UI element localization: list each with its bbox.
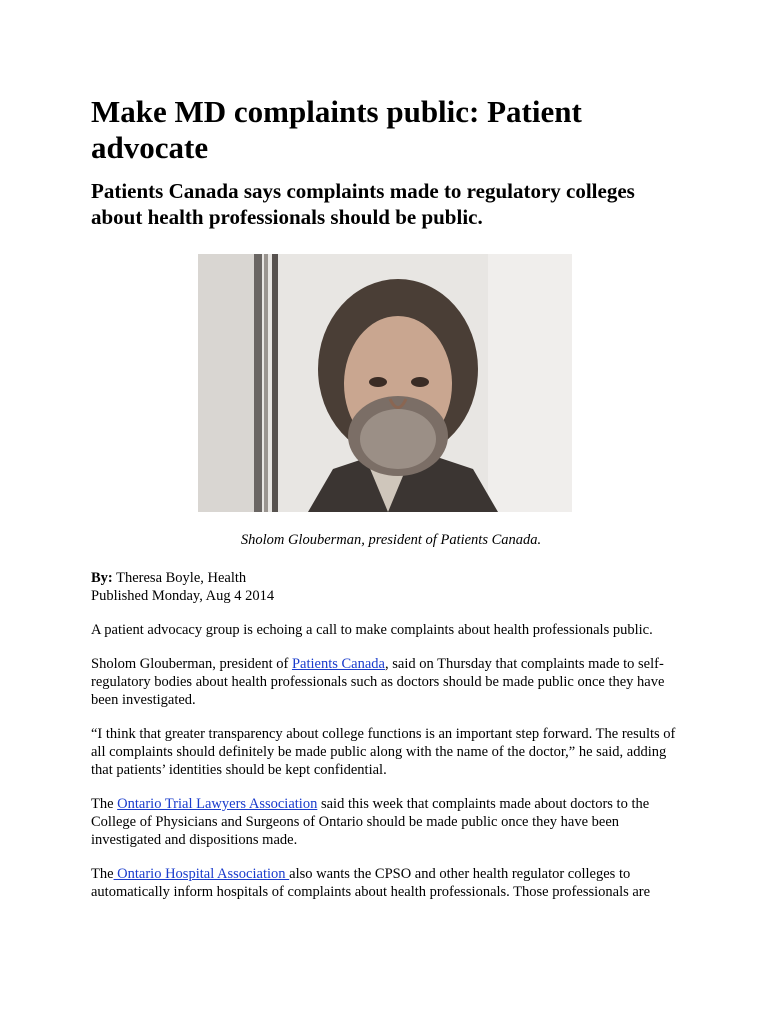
byline [91,569,691,605]
headline: Make MD complaints public: Patient advocate [91,94,582,165]
article [91,94,691,901]
paragraph-4-text-end: said this week that complaints made about doctors to the College of Physicians and Surgeons of Ontario should be made public once they have been investigated and dispositions made. [91,796,650,848]
ontario-hospital-association-link[interactable]: Ontario Hospital Association [113,866,290,882]
paragraph-2-text-start: Sholom Glouberman, president of [91,656,292,672]
subheadline: Patients Canada says complaints made to regulatory colleges about health professionals should be public. [91,179,635,229]
paragraph-5 [91,865,691,901]
patients-canada-link[interactable]: Patients Canada [291,656,385,672]
portrait-image [198,254,572,512]
paragraph-4 [91,795,691,849]
byline-label: By: [91,570,113,586]
portrait-photo [198,254,572,512]
paragraph-2-text-end: , said on Thursday that complaints made to self-regulatory bodies about health professionals such as doctors should be made public once they have been investigated. [91,656,665,708]
paragraph-5-text-start: The [91,866,114,882]
ontario-trial-lawyers-association-link[interactable]: Ontario Trial Lawyers Association [117,796,318,812]
photo-caption: Sholom Glouberman, president of Patients Canada. [240,532,542,548]
paragraph-2 [91,655,691,709]
byline-author: Theresa Boyle, Health [116,570,247,586]
published-date: Published Monday, Aug 4 2014 [91,588,275,604]
paragraph-1: A patient advocacy group is echoing a call to make complaints about health professionals public. [91,622,653,638]
paragraph-5-text-end: also wants the CPSO and other health regulator colleges to automatically inform hospitals of complaints about health professionals. Those professionals are [91,866,651,900]
paragraph-4-text-start: The [91,796,118,812]
paragraph-3: “I think that greater transparency about college functions is an important step forward. The results of all complaints should definitely be made public along with the name of the doctor,” he said, adding that patients’ identities should be kept confidential. [91,726,676,778]
